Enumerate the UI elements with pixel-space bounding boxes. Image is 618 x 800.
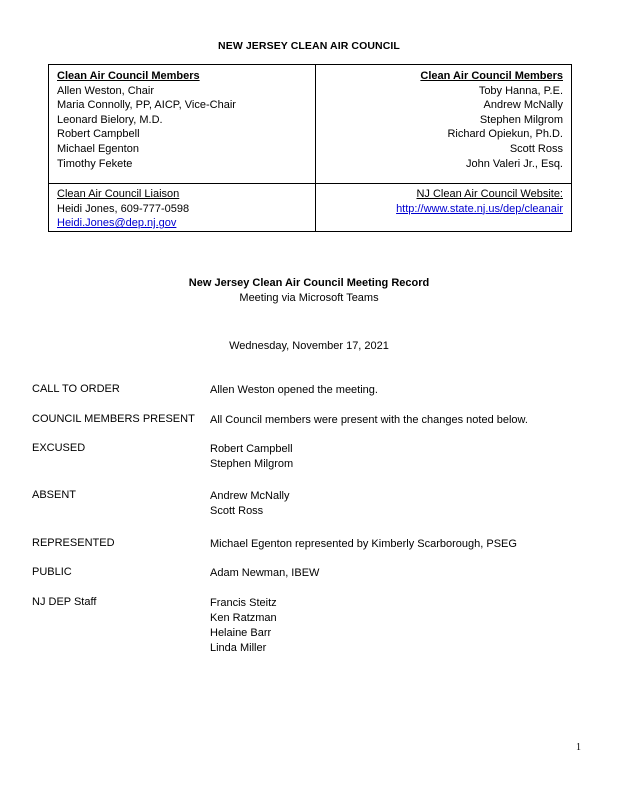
section-value-call-to-order (210, 383, 378, 398)
left-members-header: Clean Air Council Members (57, 70, 200, 82)
section-label-represented: REPRESENTED (32, 537, 115, 549)
liaison-block (57, 187, 189, 231)
members-box (48, 64, 572, 232)
section-line: Andrew McNally (210, 490, 290, 502)
member-name: Scott Ross (509, 142, 563, 155)
section-label-call-to-order: CALL TO ORDER (32, 383, 120, 395)
section-value-dep-staff (210, 596, 277, 656)
liaison-email-link[interactable]: Heidi.Jones@dep.nj.gov (57, 217, 177, 230)
meeting-date: Wednesday, November 17, 2021 (229, 340, 389, 352)
section-line: Stephen Milgrom (210, 458, 294, 470)
member-name: Robert Campbell (57, 128, 140, 141)
left-members-column (57, 69, 236, 171)
member-name: Toby Hanna, P.E. (478, 84, 563, 97)
member-name: Michael Egenton (57, 142, 139, 155)
section-value-public (210, 566, 319, 581)
member-name: John Valeri Jr., Esq. (465, 157, 563, 170)
member-name: Andrew McNally (483, 99, 563, 112)
section-label-members-present: COUNCIL MEMBERS PRESENT (32, 413, 195, 425)
section-label-absent: ABSENT (32, 489, 77, 501)
section-line: Ken Ratzman (210, 612, 277, 624)
section-line: Allen Weston opened the meeting. (210, 384, 378, 396)
right-members-header: Clean Air Council Members (420, 70, 563, 82)
record-subtitle: Meeting via Microsoft Teams (239, 292, 379, 304)
member-name: Timothy Fekete (57, 157, 133, 170)
member-name: Leonard Bielory, M.D. (57, 113, 163, 126)
section-line: Scott Ross (210, 505, 264, 517)
section-line: Adam Newman, IBEW (210, 567, 320, 579)
section-label-public: PUBLIC (32, 566, 72, 578)
section-line: Robert Campbell (210, 443, 293, 455)
member-name: Stephen Milgrom (479, 113, 563, 126)
right-members-column (420, 69, 563, 171)
document-title: NEW JERSEY CLEAN AIR COUNCIL (218, 40, 400, 52)
section-value-represented (210, 537, 517, 552)
website-header: NJ Clean Air Council Website: (416, 188, 563, 200)
box-divider-vertical (315, 65, 316, 231)
liaison-header: Clean Air Council Liaison (57, 188, 180, 200)
member-name: Richard Opiekun, Ph.D. (447, 128, 563, 141)
page-number: 1 (576, 742, 581, 753)
section-line: Michael Egenton represented by Kimberly Scarborough, PSEG (210, 538, 517, 550)
record-title: New Jersey Clean Air Council Meeting Record (188, 277, 430, 289)
member-name: Maria Connolly, PP, AICP, Vice-Chair (57, 99, 236, 112)
section-line: Francis Steitz (210, 597, 277, 609)
section-line: Helaine Barr (210, 627, 272, 639)
section-value-absent (210, 489, 289, 519)
member-name: Allen Weston, Chair (57, 84, 155, 97)
section-label-excused: EXCUSED (32, 442, 86, 454)
website-block (396, 187, 563, 216)
section-value-excused (210, 442, 293, 472)
box-divider-horizontal (49, 183, 571, 184)
liaison-name: Heidi Jones, 609-777-0598 (57, 202, 190, 215)
section-line: All Council members were present with the changes noted below. (210, 414, 528, 426)
section-label-dep-staff: NJ DEP Staff (32, 596, 97, 608)
website-link[interactable]: http://www.state.nj.us/dep/cleanair (396, 202, 563, 215)
section-value-members-present (210, 413, 528, 428)
section-line: Linda Miller (210, 642, 267, 654)
